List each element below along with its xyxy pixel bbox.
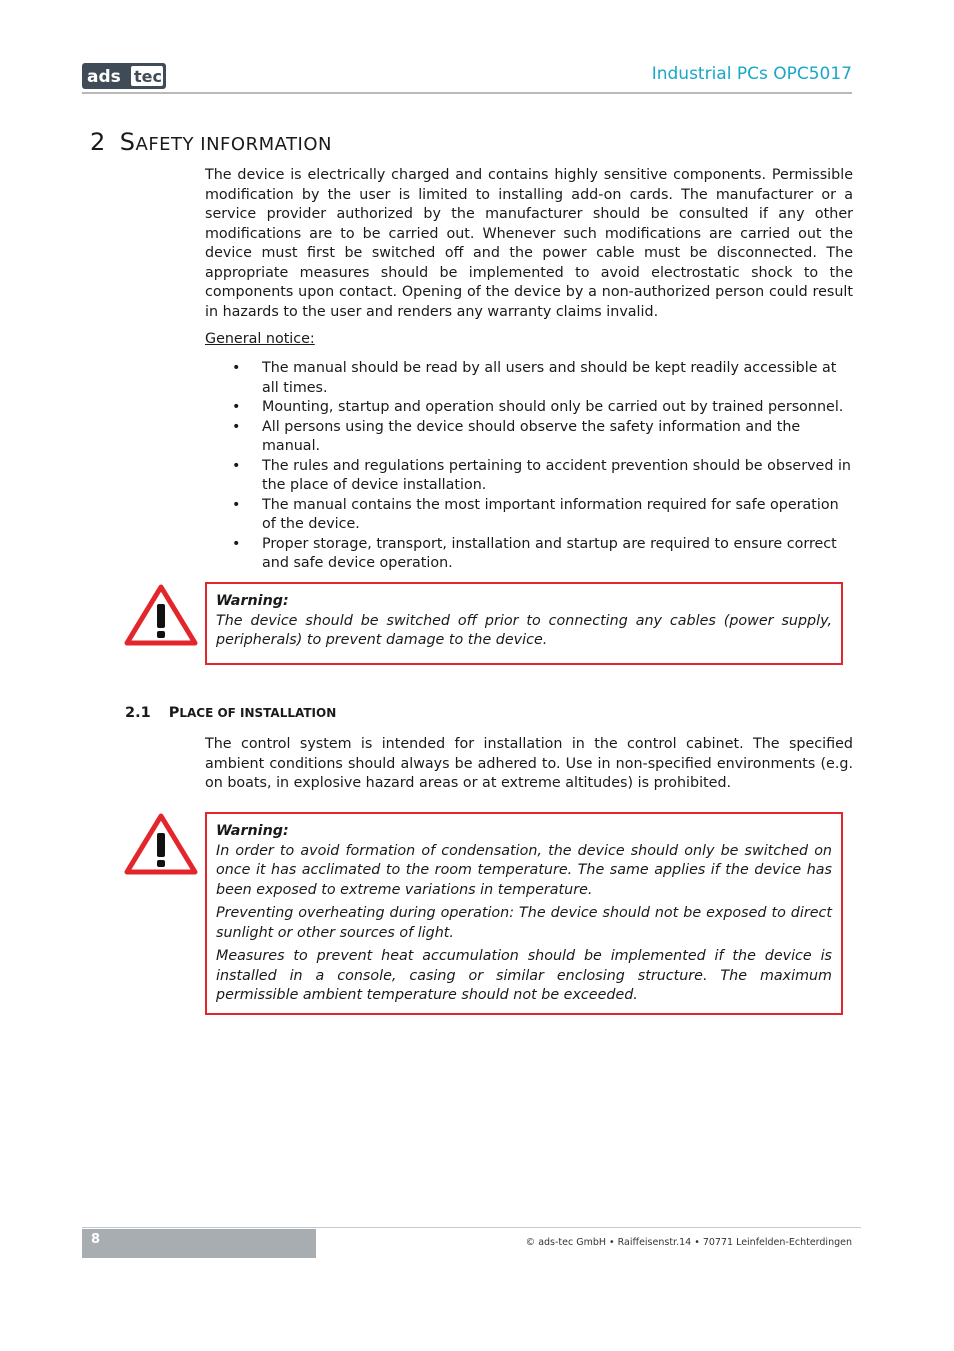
section-first-letter: P (168, 705, 180, 721)
intro-paragraph: The device is electrically charged and contains highly sensitive components. Permissible modification by the user is limited to installing add-on cards. The manufacturer or a service provider authorized by the manufacturer should be consulted if any other modifications are to be carried out. Whenever such modifications are carried out the device must first be switched off and the power cable must be disconnected. The appropriate measures should be implemented to avoid electrostatic shock to the components upon contact. Opening of the device by a non-authorized person could result in hazards to the user and renders any warranty claims invalid. (205, 167, 853, 320)
warning-box (205, 582, 843, 665)
general-notice-list (232, 359, 852, 574)
chapter-title-word2: INFORMATION (200, 134, 332, 155)
list-item: • All persons using the device should observe the safety information and the manual. (232, 418, 801, 454)
general-notice-label: General notice: (205, 331, 315, 347)
page-number: 8 (91, 1232, 101, 1247)
warning-title: Warning: (216, 823, 289, 839)
header-divider (82, 92, 852, 94)
warning-title: Warning: (216, 593, 289, 609)
ads-tec-logo (82, 63, 166, 89)
list-item: • The rules and regulations pertaining to accident prevention should be observed in the place of device installation. (232, 457, 851, 493)
installation-paragraph: The control system is intended for installation in the control cabinet. The specified ambient conditions should always be adhered to. Use in non-specified environments (e.g. on boats, in explosive hazard areas or at extreme altitudes) is prohibited. (205, 736, 853, 791)
warning-text: Measures to prevent heat accumulation should be implemented if the device is installed in a console, casing or similar enclosing structure. The maximum permissible ambient temperature should not be exceeded. (216, 948, 832, 1003)
warning-text: Preventing overheating during operation: The device should not be exposed to direct sunlight or other sources of light. (216, 905, 832, 941)
chapter-first-letter: S (119, 128, 136, 156)
footer-divider (82, 1227, 861, 1228)
svg-text:ads: ads (87, 67, 121, 87)
chapter-heading (90, 128, 332, 156)
section-heading (125, 705, 336, 721)
warning-text: In order to avoid formation of condensation, the device should only be switched on once it has acclimated to the room temperature. The same applies if the device has been exposed to extreme variations in temperature. (216, 842, 832, 898)
section-number: 2.1 (125, 705, 151, 721)
chapter-title-rest: AFETY (135, 134, 195, 155)
footer-bar (82, 1229, 316, 1258)
list-item: • Proper storage, transport, installation and startup are required to ensure correct and safe device operation. (232, 535, 837, 571)
list-item: • The manual contains the most important information required for safe operation of the device. (232, 496, 839, 532)
section-title-rest: LACE OF INSTALLATION (179, 706, 337, 720)
warning-box (205, 812, 843, 1015)
svg-text:tec: tec (134, 67, 162, 86)
header-title: Industrial PCs OPC5017 (651, 64, 852, 84)
chapter-number: 2 (90, 128, 106, 156)
warning-triangle-icon (124, 813, 198, 875)
warning-triangle-icon (124, 584, 198, 646)
footer-copyright: © ads-tec GmbH • Raiffeisenstr.14 • 70771 Leinfelden-Echterdingen (525, 1237, 852, 1248)
list-item: • The manual should be read by all users and should be kept readily accessible at all times. (232, 360, 837, 396)
warning-text: The device should be switched off prior to connecting any cables (power supply, peripherals) to prevent damage to the device. (216, 612, 832, 648)
list-item: • Mounting, startup and operation should only be carried out by trained personnel. (232, 399, 844, 415)
